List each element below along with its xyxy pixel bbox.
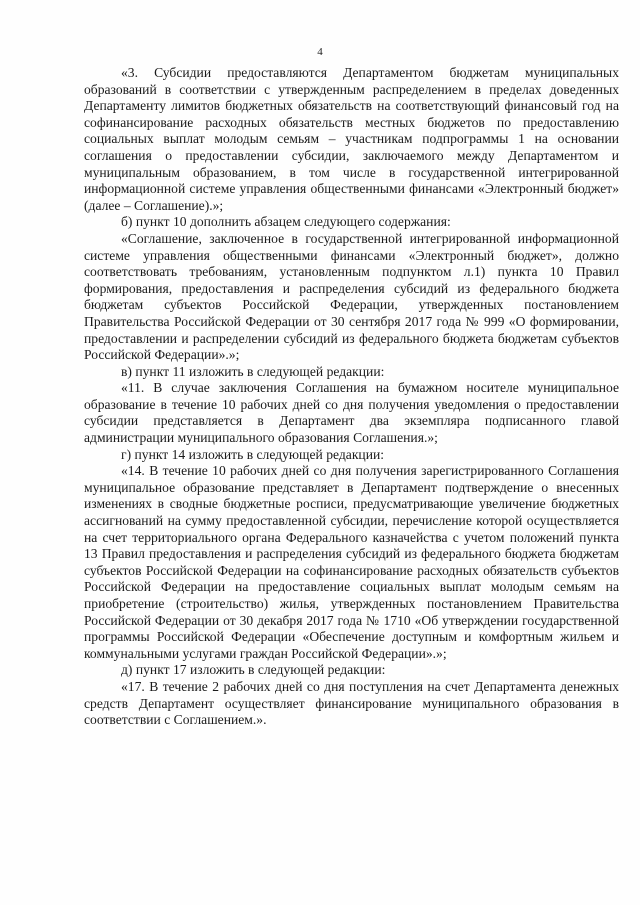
paragraph-agreement-requirements: «Соглашение, заключенное в государственной интегрированной информационной системе управления общественными финансами «Электронный бюджет», должно соответствовать требованиям, установленным подпунктом л.1) пункта 10 Правил формирования, предоставления и распределения субсидий из федерального бюджета бюджетам субъектов Российской Федерации, утвержденных постановлением Правительства Российской Федерации от 30 сентября 2017 года № 999 «О формировании, предоставлении и распределении субсидий из федерального бюджета бюджетам субъектов Российской Федерации».»; xyxy=(84,230,619,363)
document-body xyxy=(84,65,619,729)
paragraph-subsidy-clause-3: «3. Субсидии предоставляются Департаментом бюджетам муниципальных образований в соответствии с утвержденным распределением в пределах доведенных Департаменту лимитов бюджетных обязательств на соответствующий финансовый год на софинансирование расходных обязательств местных бюджетов по предоставлению социальных выплат молодым семьям – участникам подпрограммы 1 на основании соглашения о предоставлении субсидии, заключаемого между Департаментом и муниципальным образованием, в том числе в государственной интегрированной информационной системе управления общественными финансами «Электронный бюджет» (далее – Соглашение).»; xyxy=(84,65,619,213)
amendment-item-d: д) пункт 17 изложить в следующей редакции: xyxy=(121,662,386,678)
amendment-item-g: г) пункт 14 изложить в следующей редакции: xyxy=(121,446,385,462)
amendment-item-v: в) пункт 11 изложить в следующей редакции: xyxy=(121,363,385,379)
paragraph-clause-17: «17. В течение 2 рабочих дней со дня поступления на счет Департамента денежных средств Департамент осуществляет финансирование муниципального образования в соответствии с Соглашением.». xyxy=(84,678,619,728)
paragraph-clause-14: «14. В течение 10 рабочих дней со дня получения зарегистрированного Соглашения муниципальное образование представляет в Департамент подтверждение о внесенных изменениях в сводные бюджетные росписи, предусматривающие увеличение бюджетных ассигнований на сумму предоставленной субсидии, перечисление которой осуществляется на счет территориального органа Федерального казначейства с учетом положений пункта 13 Правил предоставления и распределения субсидий из федерального бюджета бюджетам субъектов Российской Федерации на софинансирование расходных обязательств субъектов Российской Федерации на предоставление социальных выплат молодым семьям на приобретение (строительство) жилья, утвержденных постановлением Правительства Российской Федерации от 30 декабря 2017 года № 1710 «Об утверждении государственной программы Российской Федерации «Обеспечение доступным и комфортным жильем и коммунальными услугами граждан Российской Федерации».»; xyxy=(84,463,619,661)
paragraph-clause-11: «11. В случае заключения Соглашения на бумажном носителе муниципальное образование в течение 10 рабочих дней со дня получения уведомления о предоставлении субсидии представляется в Департамент два экземпляра подписанного главой администрации муниципального образования Соглашения.»; xyxy=(84,380,619,446)
page-number: 4 xyxy=(317,46,323,58)
amendment-item-b: б) пункт 10 дополнить абзацем следующего содержания: xyxy=(121,214,451,230)
